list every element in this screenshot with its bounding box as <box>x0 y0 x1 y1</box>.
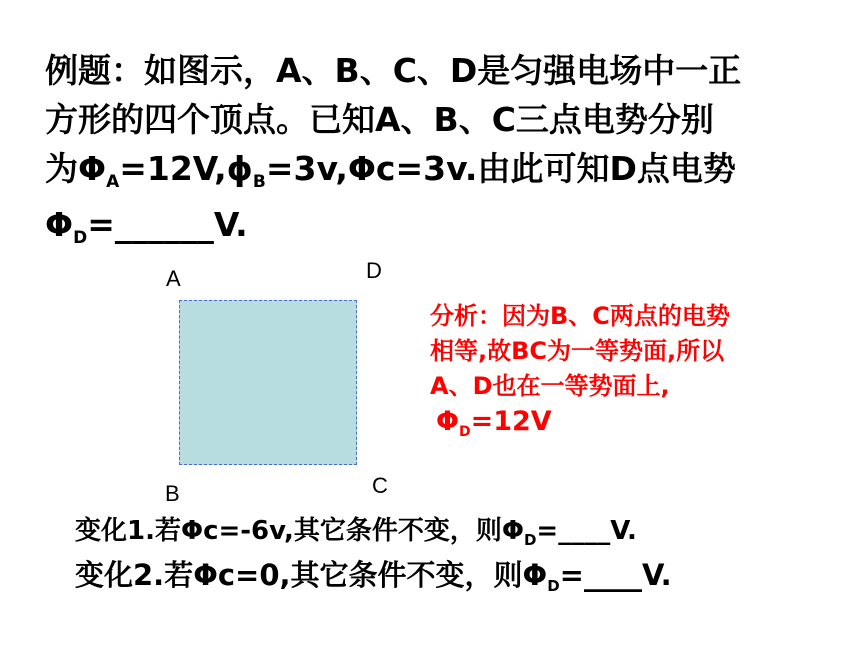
problem-statement <box>45 46 835 256</box>
analysis-result <box>430 404 850 444</box>
subscript-d: D <box>73 228 88 248</box>
problem-line-3-mid1: =12V,ϕ <box>119 149 253 188</box>
problem-line-1: 例题：如图示，A、B、C、D是匀强电场中一正 <box>45 51 742 90</box>
variation-1-blank: =____V. <box>536 516 637 546</box>
problem-line-3 <box>45 144 835 200</box>
analysis-line-2: 相等,故BC为一等势面,所以 <box>430 337 725 365</box>
variation-1-text: 变化1.若Φc=-6v,其它条件不变，则Φ <box>75 516 524 546</box>
analysis-result-prefix: Φ <box>436 406 459 437</box>
variation-1 <box>75 510 637 547</box>
problem-line-4 <box>45 200 835 256</box>
vertex-label-d: D <box>366 258 382 283</box>
problem-line-4-prefix: Φ <box>45 205 74 244</box>
analysis-line-3: A、D也在一等势面上, <box>430 372 670 400</box>
analysis-result-sub: D <box>458 424 471 440</box>
variation-2 <box>75 553 672 594</box>
analysis-text <box>430 299 850 444</box>
answer-blank: =______V. <box>87 205 248 244</box>
vertex-label-a: A <box>166 266 181 291</box>
variation-2-sub: D <box>547 577 560 595</box>
vertex-label-c: C <box>372 473 388 498</box>
subscript-a: A <box>106 172 120 192</box>
variation-1-sub: D <box>523 531 537 549</box>
vertex-label-b: B <box>165 481 180 506</box>
square-diagram <box>179 300 357 465</box>
subscript-b: B <box>252 172 266 192</box>
problem-line-3-mid2: =3v,Φc=3v.由此可知D点电势 <box>265 149 736 188</box>
problem-line-3-prefix: 为Φ <box>45 149 107 188</box>
analysis-line-1: 分析：因为B、C两点的电势 <box>430 302 730 330</box>
problem-line-2: 方形的四个顶点。已知A、B、C三点电势分别 <box>45 100 714 139</box>
variation-2-blank: =____V. <box>559 558 672 592</box>
analysis-result-value: =12V <box>470 406 552 437</box>
variation-2-text: 变化2.若Φc=0,其它条件不变，则Φ <box>75 558 548 592</box>
